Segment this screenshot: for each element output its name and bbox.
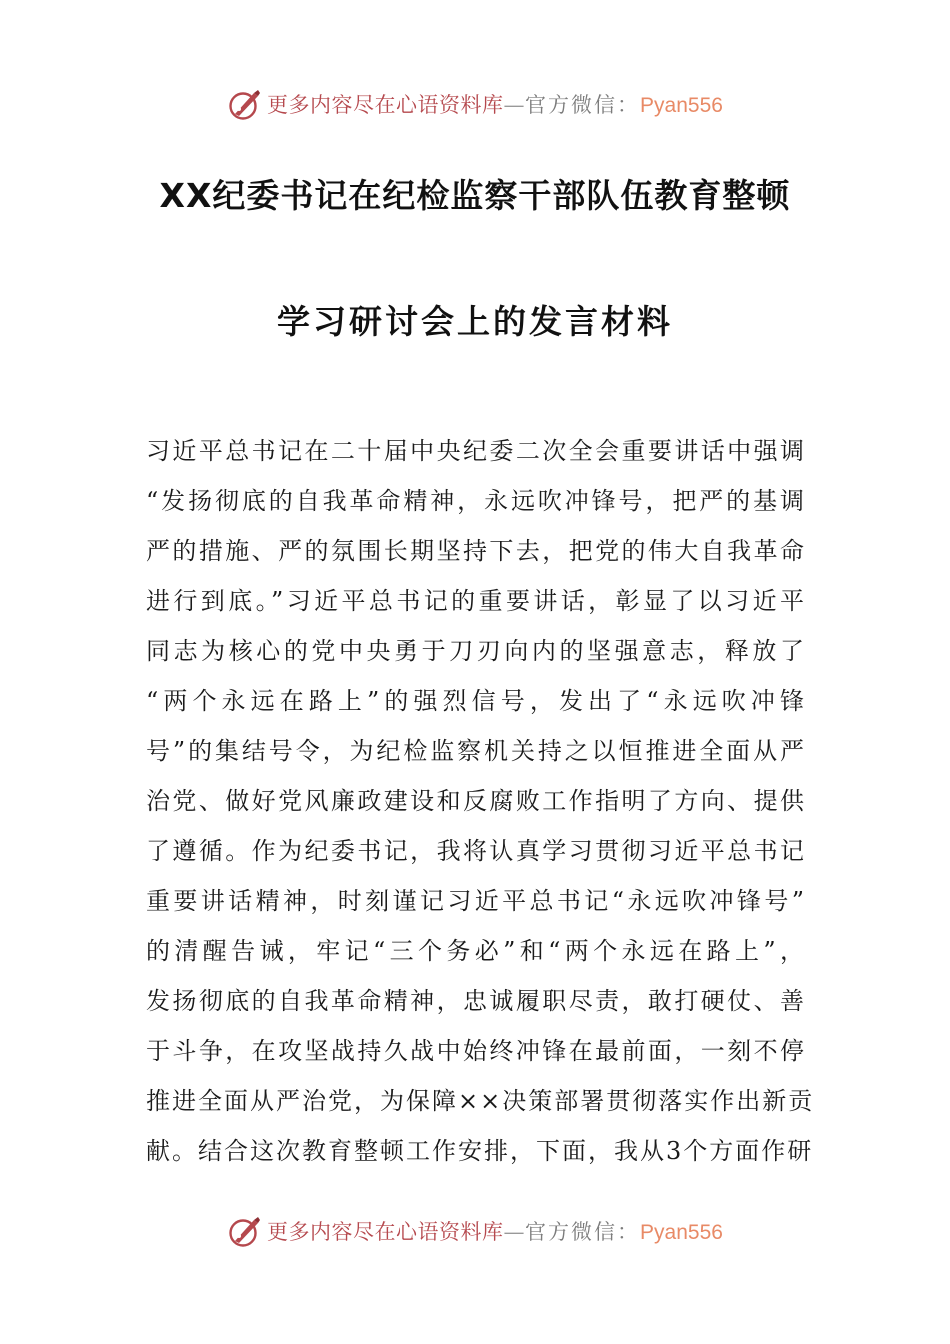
document-title-line-2: 学习研讨会上的发言材料 (277, 302, 673, 341)
body-line: 了遵循。作为纪委书记，我将认真学习贯彻习近平总书记 (146, 837, 806, 865)
body-line: “两个永远在路上”的强烈信号，发出了“永远吹冲锋 (146, 687, 806, 715)
footer-banner-wechat-id: Pyan556 (640, 1221, 723, 1244)
body-line: 进行到底。”习近平总书记的重要讲话，彰显了以习近平 (146, 587, 806, 615)
body-line: 习近平总书记在二十届中央纪委二次全会重要讲话中强调 (146, 437, 806, 465)
footer-banner-separator: — (503, 1220, 526, 1244)
header-banner-separator: — (503, 93, 526, 117)
body-line: 严的措施、严的氛围长期坚持下去，把党的伟大自我革命 (146, 537, 806, 565)
body-line: 推进全面从严治党，为保障××决策部署贯彻落实作出新贡 (146, 1087, 815, 1115)
pen-logo-icon (227, 86, 263, 122)
document-title-line-1: XX纪委书记在纪检监察干部队伍教育整顿 (159, 176, 791, 215)
body-line: 献。结合这次教育整顿工作安排，下面，我从3个方面作研 (146, 1137, 814, 1165)
body-line: “发扬彻底的自我革命精神，永远吹冲锋号，把严的基调 (146, 487, 806, 515)
footer-banner-wechat-label: 官方微信： (525, 1220, 641, 1244)
body-line: 重要讲话精神，时刻谨记习近平总书记“永远吹冲锋号” (146, 887, 806, 915)
document-body (146, 426, 815, 1176)
footer-banner-text (267, 1216, 723, 1246)
header-banner-brand: 更多内容尽在心语资料库 (267, 93, 504, 117)
header-banner-wechat-id: Pyan556 (640, 94, 723, 117)
body-line: 号”的集结号令，为纪检监察机关持之以恒推进全面从严 (146, 737, 806, 765)
body-line: 发扬彻底的自我革命精神，忠诚履职尽责，敢打硬仗、善 (146, 987, 806, 1015)
body-line: 治党、做好党风廉政建设和反腐败工作指明了方向、提供 (146, 787, 806, 815)
body-line: 于斗争，在攻坚战持久战中始终冲锋在最前面，一刻不停 (146, 1037, 806, 1065)
header-banner-text (267, 89, 723, 119)
footer-banner-brand: 更多内容尽在心语资料库 (267, 1220, 504, 1244)
body-line: 同志为核心的党中央勇于刀刃向内的坚强意志，释放了 (146, 637, 806, 665)
pen-logo-icon (227, 1213, 263, 1249)
header-banner-wechat-label: 官方微信： (525, 93, 641, 117)
footer-banner (0, 1211, 950, 1251)
header-banner (0, 84, 950, 124)
body-line: 的清醒告诫，牢记“三个务必”和“两个永远在路上”， (146, 937, 806, 965)
